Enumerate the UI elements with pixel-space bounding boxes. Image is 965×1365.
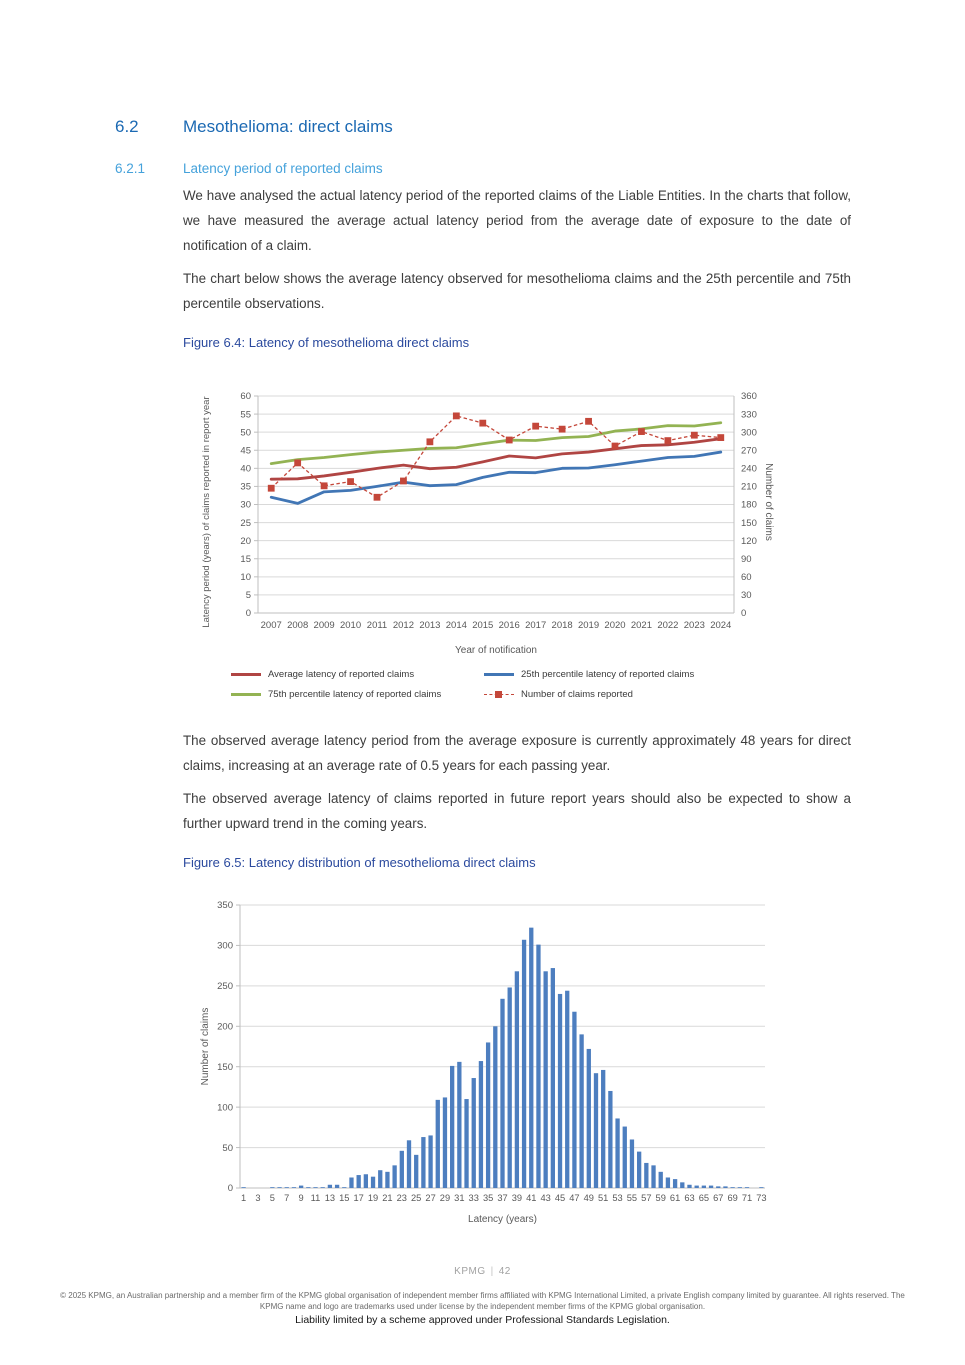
svg-text:37: 37 [497, 1193, 508, 1203]
svg-text:53: 53 [612, 1193, 623, 1203]
svg-text:20: 20 [240, 535, 251, 547]
svg-text:55: 55 [626, 1193, 638, 1203]
bar [493, 1026, 497, 1188]
bar [745, 1187, 749, 1188]
bar [407, 1140, 411, 1188]
svg-text:30: 30 [240, 499, 251, 511]
bar [450, 1066, 454, 1188]
svg-text:360: 360 [741, 391, 757, 403]
legend-item [484, 689, 761, 700]
svg-text:150: 150 [217, 1061, 233, 1073]
svg-text:25: 25 [240, 517, 251, 529]
bar [716, 1186, 720, 1188]
bar [536, 945, 540, 1188]
svg-text:2019: 2019 [577, 620, 600, 631]
y-axis-title: Number of claims [200, 1007, 211, 1086]
footer-liability-statement: Liability limited by a scheme approved under Professional Standards Legislation. [295, 1314, 670, 1326]
bar [385, 1172, 389, 1188]
svg-text:50: 50 [222, 1142, 233, 1154]
bar [723, 1186, 727, 1188]
bar [601, 1070, 605, 1188]
bar [500, 999, 504, 1188]
legend-label: Number of claims reported [521, 689, 633, 700]
bar [464, 1099, 468, 1188]
footer-copyright: © 2025 KPMG, an Australian partnership and a member firm of the KPMG global organisation of independent member firms affiliated with KPMG International Limited, a private English company limited by guarantee. All rights reserved. The KPMG name and logo are trademarks used under license by the independent member firms of the KPMG global organisation. [60, 1291, 905, 1311]
bar [457, 1062, 461, 1188]
svg-text:11: 11 [310, 1193, 321, 1203]
figure-6-4-caption: Figure 6.4: Latency of mesothelioma direct claims [183, 335, 470, 350]
svg-text:73: 73 [756, 1193, 767, 1203]
bar [623, 1127, 627, 1188]
bar [529, 928, 533, 1188]
bar [695, 1186, 699, 1188]
svg-text:300: 300 [741, 427, 757, 439]
figure-6-5-bar-chart [195, 893, 780, 1238]
svg-text:3: 3 [255, 1193, 261, 1203]
bar [421, 1137, 425, 1188]
svg-text:350: 350 [217, 900, 233, 912]
paragraph-3: The observed average latency period from the average exposure is currently approximately 48 years for direct claims, increasing at an average rate of 0.5 years for each passing year. [183, 733, 851, 773]
bar [400, 1151, 404, 1188]
bar [335, 1185, 339, 1188]
svg-text:2023: 2023 [683, 620, 705, 631]
svg-text:2021: 2021 [630, 620, 653, 631]
svg-text:2015: 2015 [472, 620, 494, 631]
legend-label: Average latency of reported claims [268, 669, 415, 680]
svg-text:5: 5 [245, 590, 251, 602]
bar [277, 1187, 281, 1188]
bar [522, 940, 526, 1188]
bar [515, 971, 519, 1188]
bar [594, 1073, 598, 1188]
svg-text:2022: 2022 [657, 620, 679, 631]
bar [285, 1187, 289, 1188]
svg-text:2012: 2012 [392, 620, 415, 631]
gridlines [258, 396, 734, 613]
bar [342, 1187, 346, 1188]
bar [443, 1097, 447, 1188]
svg-text:7: 7 [284, 1193, 290, 1203]
footer-page-number: 42 [498, 1266, 511, 1277]
legend-item [484, 669, 761, 680]
svg-text:2009: 2009 [313, 620, 335, 631]
svg-text:2013: 2013 [419, 620, 441, 631]
bar [328, 1185, 332, 1188]
svg-text:90: 90 [741, 553, 752, 565]
svg-text:61: 61 [669, 1193, 681, 1203]
bar [687, 1185, 691, 1188]
svg-text:210: 210 [741, 481, 757, 493]
svg-text:0: 0 [245, 608, 251, 620]
left-axis-tick-labels [240, 391, 251, 619]
bar [558, 994, 562, 1188]
paragraph-2: The chart below shows the average latency observed for mesothelioma claims and the 25th percentile and 75th percentile observations. [183, 271, 851, 311]
svg-text:2020: 2020 [604, 620, 626, 631]
svg-text:59: 59 [655, 1193, 666, 1203]
bar [414, 1155, 418, 1188]
legend-label: 75th percentile latency of reported claims [268, 689, 442, 700]
svg-text:50: 50 [240, 427, 251, 439]
figure-6-4-line-chart [200, 372, 775, 664]
svg-text:31: 31 [454, 1193, 465, 1203]
svg-text:2017: 2017 [525, 620, 547, 631]
legend-item [231, 669, 484, 680]
bar [615, 1118, 619, 1188]
bar [630, 1139, 634, 1188]
bar [436, 1100, 440, 1188]
svg-text:330: 330 [741, 409, 757, 421]
svg-text:250: 250 [217, 981, 233, 993]
legend-line-swatch [484, 673, 514, 676]
subsection-number: 6.2.1 [115, 161, 146, 176]
bar [392, 1165, 396, 1188]
bar [651, 1165, 655, 1188]
bar [673, 1179, 677, 1188]
bar [587, 1049, 591, 1188]
svg-text:2008: 2008 [287, 620, 309, 631]
bar [292, 1187, 296, 1188]
bar [241, 1187, 245, 1188]
svg-text:180: 180 [741, 499, 757, 511]
bar [479, 1061, 483, 1188]
svg-text:49: 49 [583, 1193, 594, 1203]
svg-text:5: 5 [269, 1193, 275, 1203]
right-axis-tick-labels [741, 391, 757, 619]
svg-text:9: 9 [298, 1193, 304, 1203]
footer-page-indicator [0, 1266, 965, 1277]
paragraph-1: We have analysed the actual latency period of the reported claims of the Liable Entities. In the charts that follow, we have measured the average actual latency period from the average date of exposure to the date of notification of a claim. [183, 188, 851, 253]
svg-text:2011: 2011 [366, 620, 388, 631]
svg-text:41: 41 [526, 1193, 537, 1203]
svg-text:71: 71 [741, 1193, 753, 1203]
svg-text:33: 33 [468, 1193, 479, 1203]
svg-text:65: 65 [698, 1193, 710, 1203]
bars [241, 928, 763, 1188]
left-axis-title: Latency period (years) of claims reported in report year [201, 396, 212, 628]
legend-label: 25th percentile latency of reported claims [521, 669, 695, 680]
svg-text:67: 67 [713, 1193, 724, 1203]
bar [486, 1042, 490, 1188]
svg-text:60: 60 [240, 391, 251, 403]
bar [579, 1034, 583, 1188]
figure-6-5-caption: Figure 6.5: Latency distribution of mesothelioma direct claims [183, 855, 536, 870]
svg-text:21: 21 [382, 1193, 393, 1203]
paragraph-4: The observed average latency of claims reported in future report years should also be expected to show a further upward trend in the coming years. [183, 791, 851, 831]
svg-text:2014: 2014 [445, 620, 467, 631]
svg-text:35: 35 [482, 1193, 494, 1203]
section-number: 6.2 [115, 117, 139, 136]
bar [551, 968, 555, 1188]
svg-text:29: 29 [439, 1193, 451, 1203]
svg-text:150: 150 [741, 517, 757, 529]
svg-text:27: 27 [425, 1193, 436, 1203]
x-axis-title: Year of notification [455, 645, 537, 656]
bar [608, 1091, 612, 1188]
x-axis-title: Latency (years) [468, 1214, 537, 1225]
bar [644, 1163, 648, 1188]
svg-text:13: 13 [324, 1193, 336, 1203]
svg-text:60: 60 [741, 572, 752, 584]
section-title: Mesothelioma: direct claims [183, 117, 393, 136]
svg-text:69: 69 [727, 1193, 738, 1203]
bar [371, 1177, 375, 1188]
bar [659, 1172, 663, 1188]
subsection-title: Latency period of reported claims [183, 161, 383, 176]
bar [680, 1182, 684, 1188]
footer-separator: | [490, 1266, 494, 1277]
svg-text:55: 55 [240, 409, 251, 421]
bar [544, 971, 548, 1188]
svg-text:35: 35 [240, 481, 251, 493]
svg-text:2024: 2024 [710, 620, 732, 631]
bar [428, 1135, 432, 1188]
bar [508, 987, 512, 1188]
svg-text:200: 200 [217, 1021, 233, 1033]
bar [472, 1078, 476, 1188]
bar [666, 1177, 670, 1188]
svg-text:25: 25 [411, 1193, 422, 1203]
svg-text:17: 17 [353, 1193, 364, 1203]
bar [349, 1177, 353, 1188]
legend-line-swatch [231, 693, 261, 696]
svg-text:40: 40 [240, 463, 251, 475]
svg-text:57: 57 [641, 1193, 652, 1203]
svg-text:51: 51 [598, 1193, 609, 1203]
svg-text:240: 240 [741, 463, 757, 475]
y-axis-tick-labels [217, 900, 233, 1194]
svg-text:15: 15 [339, 1193, 350, 1203]
bar [270, 1187, 274, 1188]
legend-line-swatch [231, 673, 261, 676]
bar [709, 1186, 713, 1188]
svg-text:45: 45 [554, 1193, 566, 1203]
svg-text:100: 100 [217, 1102, 233, 1114]
bar [378, 1170, 382, 1188]
bar [357, 1175, 361, 1188]
svg-text:270: 270 [741, 445, 757, 457]
bar [702, 1186, 706, 1188]
footer-brand-text: KPMG [454, 1266, 486, 1277]
bar [321, 1187, 325, 1188]
x-axis-tick-labels [261, 620, 732, 631]
figure-6-4-legend [231, 669, 761, 700]
svg-text:300: 300 [217, 940, 233, 952]
svg-text:2007: 2007 [260, 620, 282, 631]
legend-dashed-square-swatch [484, 691, 514, 698]
bar [313, 1187, 317, 1188]
svg-text:23: 23 [396, 1193, 407, 1203]
bar [565, 991, 569, 1188]
bar [572, 1012, 576, 1188]
svg-text:30: 30 [741, 590, 752, 602]
svg-text:10: 10 [240, 572, 251, 584]
x-axis-tick-labels [241, 1193, 767, 1203]
svg-text:39: 39 [511, 1193, 523, 1203]
svg-text:15: 15 [240, 553, 251, 565]
svg-text:45: 45 [240, 445, 251, 457]
bar [759, 1187, 763, 1188]
svg-text:63: 63 [684, 1193, 695, 1203]
svg-text:2010: 2010 [339, 620, 362, 631]
bar [299, 1186, 303, 1188]
bar [364, 1174, 368, 1188]
svg-text:43: 43 [540, 1193, 551, 1203]
svg-text:120: 120 [741, 535, 757, 547]
svg-text:2018: 2018 [551, 620, 573, 631]
svg-text:47: 47 [569, 1193, 580, 1203]
bar [738, 1187, 742, 1188]
svg-text:19: 19 [367, 1193, 379, 1203]
svg-text:2016: 2016 [498, 620, 520, 631]
svg-text:0: 0 [227, 1183, 233, 1195]
svg-text:1: 1 [241, 1193, 247, 1203]
legend-item [231, 689, 484, 700]
bar [637, 1152, 641, 1188]
right-axis-title: Number of claims [763, 463, 774, 541]
bar [306, 1187, 310, 1188]
bar [730, 1187, 734, 1188]
svg-text:0: 0 [741, 608, 747, 620]
